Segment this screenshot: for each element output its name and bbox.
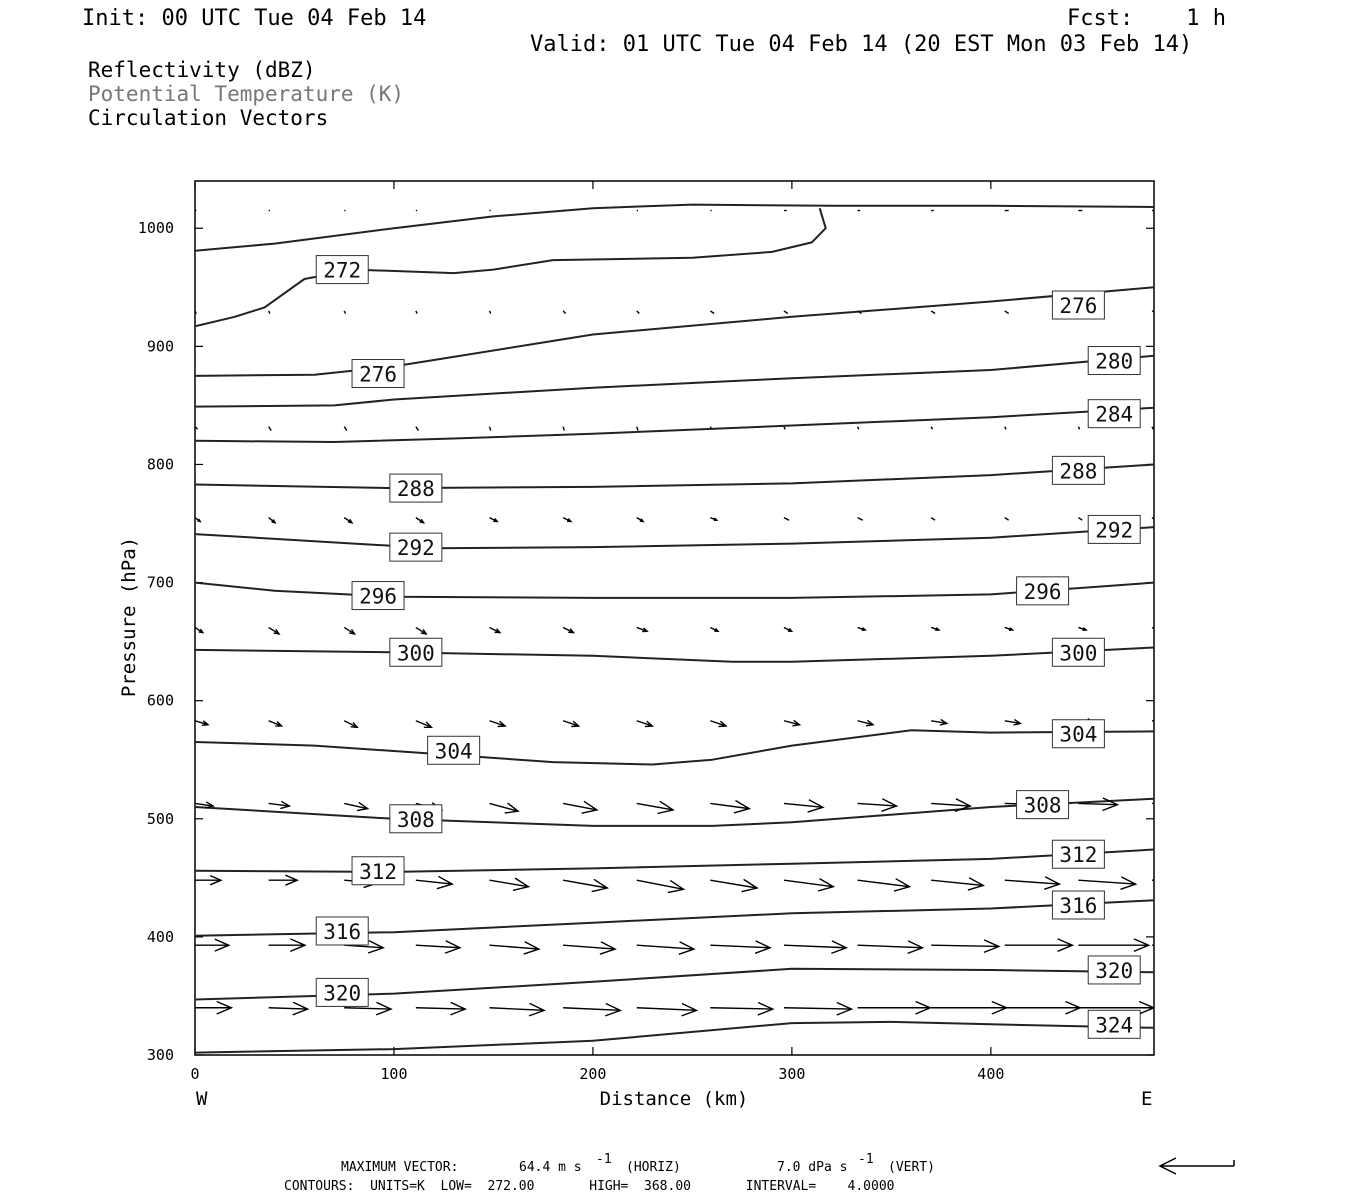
circulation-vector	[931, 427, 932, 430]
isentrope-300	[195, 648, 1154, 662]
circulation-vector	[1152, 427, 1153, 430]
circulation-vector	[784, 720, 800, 726]
circulation-vector	[416, 518, 424, 523]
contour-label-288	[1052, 456, 1104, 484]
vector-shaft	[1005, 311, 1009, 314]
circulation-vector	[1005, 1002, 1080, 1015]
circulation-vector	[784, 518, 789, 521]
x-tick-label: 400	[977, 1065, 1005, 1083]
contour-label-272	[316, 256, 368, 284]
circulation-vector	[784, 941, 846, 954]
circulation-vector	[1152, 797, 1191, 810]
circulation-vector	[269, 801, 290, 808]
vector-shaft	[344, 1008, 391, 1009]
contour-label-284	[1088, 400, 1140, 428]
circulation-vector	[710, 311, 714, 314]
circulation-vector	[637, 942, 694, 955]
vector-shaft	[931, 945, 999, 946]
contour-label-text: 324	[1095, 1013, 1134, 1038]
contour-label-text: 316	[1059, 894, 1098, 919]
horiz-unit-exponent: -1	[596, 1152, 612, 1167]
vector-shaft	[416, 945, 460, 948]
vector-shaft	[1152, 427, 1153, 430]
circulation-vector	[563, 518, 571, 522]
contour-label-text: 276	[359, 362, 398, 387]
contour-label-text: 296	[359, 584, 398, 609]
circulation-vector	[269, 427, 272, 431]
y-axis-label: Pressure (hPa)	[118, 536, 140, 698]
circulation-vector	[416, 876, 452, 888]
contour-label-324	[1088, 1010, 1140, 1038]
circulation-vector	[344, 518, 352, 523]
east-label: E	[1141, 1088, 1153, 1110]
circulation-vector	[1005, 939, 1073, 952]
vector-shaft	[269, 1008, 308, 1009]
circulation-vector	[1078, 877, 1135, 889]
isentrope-268	[195, 205, 1154, 251]
vector-shaft	[784, 427, 785, 430]
vector-shaft	[563, 1008, 620, 1011]
circulation-vector	[489, 518, 497, 522]
reference-vector-arrow	[1160, 1158, 1234, 1174]
contour-label-300	[1052, 638, 1104, 666]
circulation-vector	[489, 1003, 544, 1016]
contour-label-292	[1088, 515, 1140, 543]
isentrope-296	[195, 583, 1154, 598]
contour-label-312	[352, 857, 404, 885]
contour-label-text: 304	[434, 739, 473, 764]
x-axis-label: Distance (km)	[599, 1088, 749, 1110]
vector-shaft	[858, 880, 910, 887]
vector-shaft	[344, 311, 345, 314]
max-vector-horizontal: 64.4 m s	[519, 1160, 582, 1175]
circulation-vector	[489, 427, 490, 431]
contour-label-text: 304	[1059, 722, 1098, 747]
circulation-vector	[195, 876, 221, 885]
vector-shaft	[416, 1008, 465, 1009]
y-tick-label: 400	[146, 927, 174, 946]
vector-shaft	[710, 945, 770, 948]
circulation-vector	[784, 800, 823, 812]
isentrope-324	[195, 1022, 1154, 1053]
circulation-vector	[710, 801, 749, 813]
vector-shaft	[858, 427, 859, 430]
contour-label-304	[428, 736, 480, 764]
circulation-vector	[563, 1004, 620, 1016]
init-time-text: Init: 00 UTC Tue 04 Feb 14	[82, 6, 427, 31]
circulation-vector	[416, 627, 426, 634]
vert-tag: (VERT)	[888, 1160, 935, 1175]
contour-label-text: 320	[1095, 958, 1134, 983]
circulation-vector	[563, 801, 597, 813]
circulation-vector	[344, 721, 357, 728]
isentrope-276	[195, 287, 1154, 376]
circulation-vector	[563, 879, 607, 891]
vector-shaft	[784, 518, 789, 521]
circulation-vector	[195, 721, 208, 726]
circulation-vector	[195, 518, 200, 522]
vector-shaft	[931, 311, 935, 314]
vector-shaft	[563, 311, 566, 314]
circulation-vector	[637, 801, 673, 813]
vector-shaft	[1078, 803, 1117, 804]
circulation-vector	[416, 311, 417, 314]
vector-shaft	[269, 311, 270, 314]
contour-label-308	[1017, 791, 1069, 819]
y-tick-label: 300	[146, 1046, 174, 1064]
circulation-vector	[858, 720, 874, 726]
contour-label-text: 300	[396, 641, 435, 666]
circulation-vector	[1005, 427, 1006, 430]
circulation-vector	[489, 942, 538, 954]
contour-label-text: 300	[1059, 641, 1098, 666]
circulation-vector	[710, 518, 717, 521]
max-vector-caption	[341, 1152, 935, 1175]
circulation-vector	[637, 518, 644, 522]
circulation-vector	[858, 627, 866, 630]
isentrope-292	[195, 527, 1154, 548]
circulation-vector	[1005, 720, 1021, 726]
circulation-vector	[710, 941, 770, 953]
circulation-vector	[710, 1003, 772, 1016]
contour-label-text: 312	[1059, 843, 1098, 868]
circulation-vector	[1005, 877, 1060, 890]
west-label: W	[196, 1088, 208, 1110]
circulation-vector	[1005, 518, 1009, 521]
vector-head	[1213, 1002, 1228, 1015]
circulation-vector	[269, 721, 282, 726]
isentrope-272	[195, 208, 826, 326]
vector-shaft	[269, 427, 272, 431]
circulation-vector	[416, 1002, 465, 1015]
circulation-vector	[269, 627, 279, 634]
circulation-vector	[784, 1003, 852, 1016]
circulation-vector	[563, 627, 573, 632]
contour-label-text: 308	[1023, 793, 1062, 818]
legend-reflectivity: Reflectivity (dBZ)	[88, 58, 316, 82]
contour-label-text: 288	[1059, 459, 1098, 484]
vector-shaft	[637, 311, 640, 314]
contour-label-300	[390, 638, 442, 666]
contour-label-308	[390, 805, 442, 833]
contour-label-288	[390, 474, 442, 502]
circulation-vector	[563, 427, 564, 431]
circulation-vector	[1078, 518, 1082, 521]
contour-label-280	[1088, 347, 1140, 375]
circulation-vector	[416, 721, 432, 728]
contour-label-304	[1052, 720, 1104, 748]
contour-label-276	[1052, 291, 1104, 319]
max-vector-vertical: 7.0 dPa s	[777, 1160, 848, 1175]
contour-label-text: 284	[1095, 402, 1134, 427]
isentrope-304	[195, 730, 1154, 764]
circulation-vector	[1152, 877, 1209, 889]
isentrope-288	[195, 465, 1154, 489]
vector-shaft	[1005, 427, 1006, 430]
circulation-vector	[563, 311, 566, 314]
vector-head	[1176, 797, 1191, 810]
isentrope-280	[195, 356, 1154, 407]
vector-shaft	[858, 518, 863, 521]
circulation-vector	[710, 721, 726, 727]
circulation-vector	[931, 720, 947, 726]
contour-label-296	[352, 582, 404, 610]
vector-shaft	[931, 427, 932, 430]
circulation-vector	[858, 427, 859, 430]
y-tick-label: 1000	[137, 219, 174, 238]
circulation-vector	[344, 627, 354, 634]
circulation-vector	[489, 803, 518, 813]
circulation-vector	[858, 518, 863, 521]
contour-label-320	[316, 978, 368, 1006]
contour-label-text: 296	[1023, 579, 1062, 604]
vector-shaft	[931, 803, 970, 806]
circulation-vector	[1078, 427, 1079, 430]
vector-shaft	[637, 1008, 697, 1011]
circulation-vector	[1005, 311, 1009, 314]
vector-shaft	[637, 427, 638, 431]
horiz-tag: (HORIZ)	[626, 1160, 681, 1175]
x-tick-label: 200	[579, 1065, 607, 1083]
circulation-vector	[637, 880, 684, 892]
circulation-vector	[269, 311, 270, 314]
y-tick-label: 500	[146, 809, 174, 828]
vector-shaft	[784, 945, 846, 948]
vector-head	[1161, 719, 1168, 724]
isentrope-308	[195, 799, 1154, 826]
circulation-vector	[784, 427, 785, 430]
circulation-vector	[1152, 1002, 1227, 1015]
y-tick-label: 900	[146, 337, 174, 356]
circulation-vector	[416, 427, 419, 431]
circulation-vector	[858, 941, 923, 954]
circulation-vector	[931, 1002, 1006, 1015]
vector-shaft	[784, 880, 833, 887]
max-vector-label: MAXIMUM VECTOR:	[341, 1160, 459, 1175]
circulation-vector	[416, 941, 460, 953]
circulation-vector	[1005, 627, 1013, 630]
circulation-vector	[931, 940, 999, 953]
circulation-vector	[784, 311, 788, 314]
vector-shaft	[489, 1008, 544, 1011]
circulation-vector	[931, 311, 935, 314]
circulation-vector	[784, 627, 792, 631]
circulation-vector	[344, 311, 345, 314]
circulation-vector	[344, 427, 347, 431]
y-tick-label: 800	[146, 455, 174, 474]
contour-label-312	[1052, 840, 1104, 868]
circulation-vector	[637, 721, 653, 727]
vector-shaft	[1005, 880, 1060, 884]
circulation-vector	[637, 627, 647, 631]
circulation-vector	[637, 1004, 697, 1016]
vector-head	[1208, 939, 1223, 952]
valid-time-text: Valid: 01 UTC Tue 04 Feb 14 (20 EST Mon 03 Feb 14)	[530, 32, 1193, 57]
contour-label-text: 280	[1095, 349, 1134, 374]
isentrope-284	[195, 408, 1154, 442]
circulation-vector	[563, 942, 615, 955]
legend-potential-temperature: Potential Temperature (K)	[88, 82, 405, 106]
vector-shaft	[1078, 880, 1135, 884]
circulation-vector	[858, 1002, 931, 1015]
circulation-vector	[858, 799, 897, 812]
contour-label-text: 292	[1095, 518, 1134, 543]
circulation-vector	[1078, 939, 1148, 952]
vert-unit-exponent: -1	[858, 1152, 874, 1167]
vector-shaft	[1152, 880, 1209, 884]
vector-shaft	[1005, 518, 1009, 521]
circulation-vector	[195, 939, 229, 951]
vector-head	[1194, 877, 1209, 889]
forecast-hour-text: Fcst: 1 h	[1067, 6, 1226, 31]
circulation-vector	[489, 311, 490, 314]
contour-label-text: 316	[323, 919, 362, 944]
circulation-vector	[637, 311, 640, 314]
vector-shaft	[1078, 427, 1079, 430]
contour-label-316	[316, 917, 368, 945]
vector-shaft	[489, 427, 490, 431]
circulation-vector	[1078, 627, 1086, 630]
contour-label-292	[390, 533, 442, 561]
circulation-vector	[784, 879, 833, 891]
contour-label-text: 292	[396, 536, 435, 561]
circulation-vector	[269, 518, 276, 523]
x-tick-label: 100	[380, 1065, 408, 1083]
circulation-vector	[637, 427, 638, 431]
circulation-vector	[489, 878, 528, 890]
contour-label-316	[1052, 891, 1104, 919]
contour-label-320	[1088, 956, 1140, 984]
vector-shaft	[858, 945, 923, 948]
circulation-vector	[489, 721, 505, 727]
contours-summary: CONTOURS: UNITS=K LOW= 272.00 HIGH= 368.00 INTERVAL= 4.0000	[284, 1179, 895, 1194]
x-tick-label: 0	[190, 1065, 200, 1083]
contour-label-text: 276	[1059, 294, 1098, 319]
vector-shaft	[710, 311, 714, 314]
contour-label-296	[1017, 577, 1069, 605]
vector-shaft	[416, 427, 419, 431]
circulation-vector	[931, 878, 983, 890]
y-tick-label: 700	[146, 573, 174, 592]
isentrope-312	[195, 850, 1154, 872]
vector-shaft	[784, 311, 788, 314]
contour-label-text: 272	[323, 258, 362, 283]
vector-shaft	[344, 427, 347, 431]
contour-labels	[316, 256, 1140, 1039]
circulation-vector	[1152, 939, 1222, 952]
circulation-vector	[269, 1002, 308, 1015]
legend-circulation-vectors: Circulation Vectors	[88, 106, 329, 130]
circulation-vector	[195, 627, 203, 632]
circulation-vector	[858, 879, 910, 891]
contour-label-text: 288	[396, 477, 435, 502]
vector-shaft	[489, 311, 490, 314]
circulation-vector	[710, 627, 718, 631]
x-tick-label: 300	[778, 1065, 806, 1083]
circulation-vector	[344, 802, 367, 810]
circulation-vector	[931, 627, 939, 630]
vector-shaft	[710, 1008, 772, 1009]
circulation-vector	[269, 939, 305, 952]
vector-shaft	[1078, 518, 1082, 521]
circulation-vector	[269, 875, 298, 885]
contour-label-text: 308	[396, 807, 435, 832]
contour-label-text: 320	[323, 981, 362, 1006]
circulation-vector	[710, 879, 757, 891]
vector-shaft	[563, 427, 564, 431]
vector-shaft	[784, 1008, 852, 1009]
contour-label-276	[352, 360, 404, 388]
vector-shaft	[710, 803, 749, 808]
contour-label-text: 312	[359, 859, 398, 884]
vector-shaft	[931, 518, 935, 521]
vector-shaft	[416, 311, 417, 314]
y-tick-label: 600	[146, 691, 174, 710]
circulation-vector	[489, 627, 499, 632]
circulation-vector	[195, 1002, 231, 1015]
vector-shaft	[637, 945, 694, 949]
circulation-vector	[563, 721, 579, 727]
circulation-vector	[931, 518, 935, 521]
